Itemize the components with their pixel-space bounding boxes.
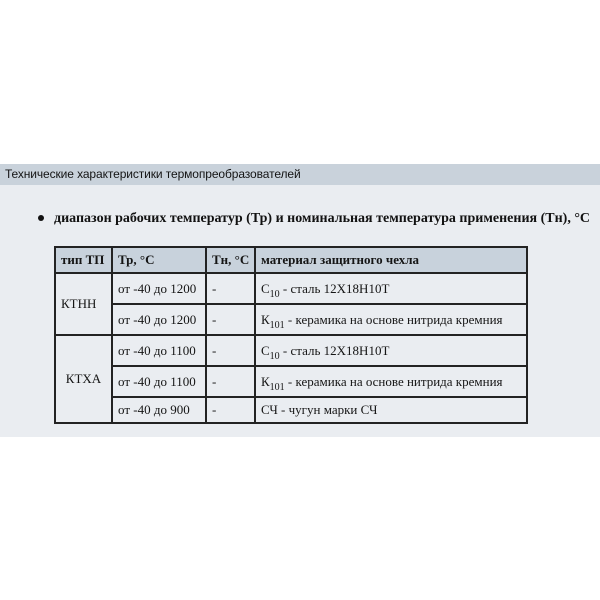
type-cell: КТНН — [55, 273, 112, 335]
material-code: С — [261, 342, 270, 358]
material-description: - сталь 12Х18Н10Т — [279, 342, 390, 358]
tn-cell: - — [206, 335, 255, 366]
material-code: К — [261, 311, 270, 327]
material-code-subscript: 10 — [269, 288, 280, 300]
bullet-icon — [38, 215, 44, 221]
material-cell — [255, 366, 527, 397]
spec-panel — [0, 164, 600, 437]
material-code-subscript: 101 — [269, 381, 285, 393]
bullet-list-item — [38, 209, 590, 229]
panel-title: Технические характеристики термопреобразователей — [5, 167, 301, 181]
material-cell — [255, 397, 527, 423]
type-cell: КТХА — [55, 335, 112, 423]
tn-cell: - — [206, 304, 255, 335]
material-code: СЧ — [261, 402, 278, 417]
panel-header-bar — [0, 164, 600, 185]
table-header-row — [55, 247, 527, 273]
column-header-tn: Тн, °С — [206, 247, 255, 273]
column-header-type: тип ТП — [55, 247, 112, 273]
material-cell — [255, 335, 527, 366]
tn-cell: - — [206, 273, 255, 304]
table-row — [55, 397, 527, 423]
bullet-text: диапазон рабочих температур (Тр) и номинальная температура применения (Тн), °С — [54, 211, 591, 226]
tr-cell: от -40 до 1200 — [112, 304, 206, 335]
column-header-tr: Тр, °С — [112, 247, 206, 273]
spec-table — [54, 246, 528, 424]
tr-cell: от -40 до 1100 — [112, 335, 206, 366]
tn-cell: - — [206, 366, 255, 397]
material-code-subscript: 101 — [269, 319, 285, 331]
tr-cell: от -40 до 1200 — [112, 273, 206, 304]
material-code-subscript: 10 — [269, 350, 280, 362]
material-description: - керамика на основе нитрида кремния — [284, 373, 503, 389]
material-cell — [255, 304, 527, 335]
material-cell — [255, 273, 527, 304]
material-code: С — [261, 280, 270, 296]
material-description: - сталь 12Х18Н10Т — [279, 280, 390, 296]
table-row — [55, 304, 527, 335]
table-row — [55, 273, 527, 304]
material-description: - керамика на основе нитрида кремния — [284, 311, 503, 327]
table-row — [55, 366, 527, 397]
tr-cell: от -40 до 1100 — [112, 366, 206, 397]
table-row — [55, 335, 527, 366]
tr-cell: от -40 до 900 — [112, 397, 206, 423]
material-code: К — [261, 373, 270, 389]
tn-cell: - — [206, 397, 255, 423]
column-header-material: материал защитного чехла — [255, 247, 527, 273]
material-description: - чугун марки СЧ — [277, 402, 378, 417]
